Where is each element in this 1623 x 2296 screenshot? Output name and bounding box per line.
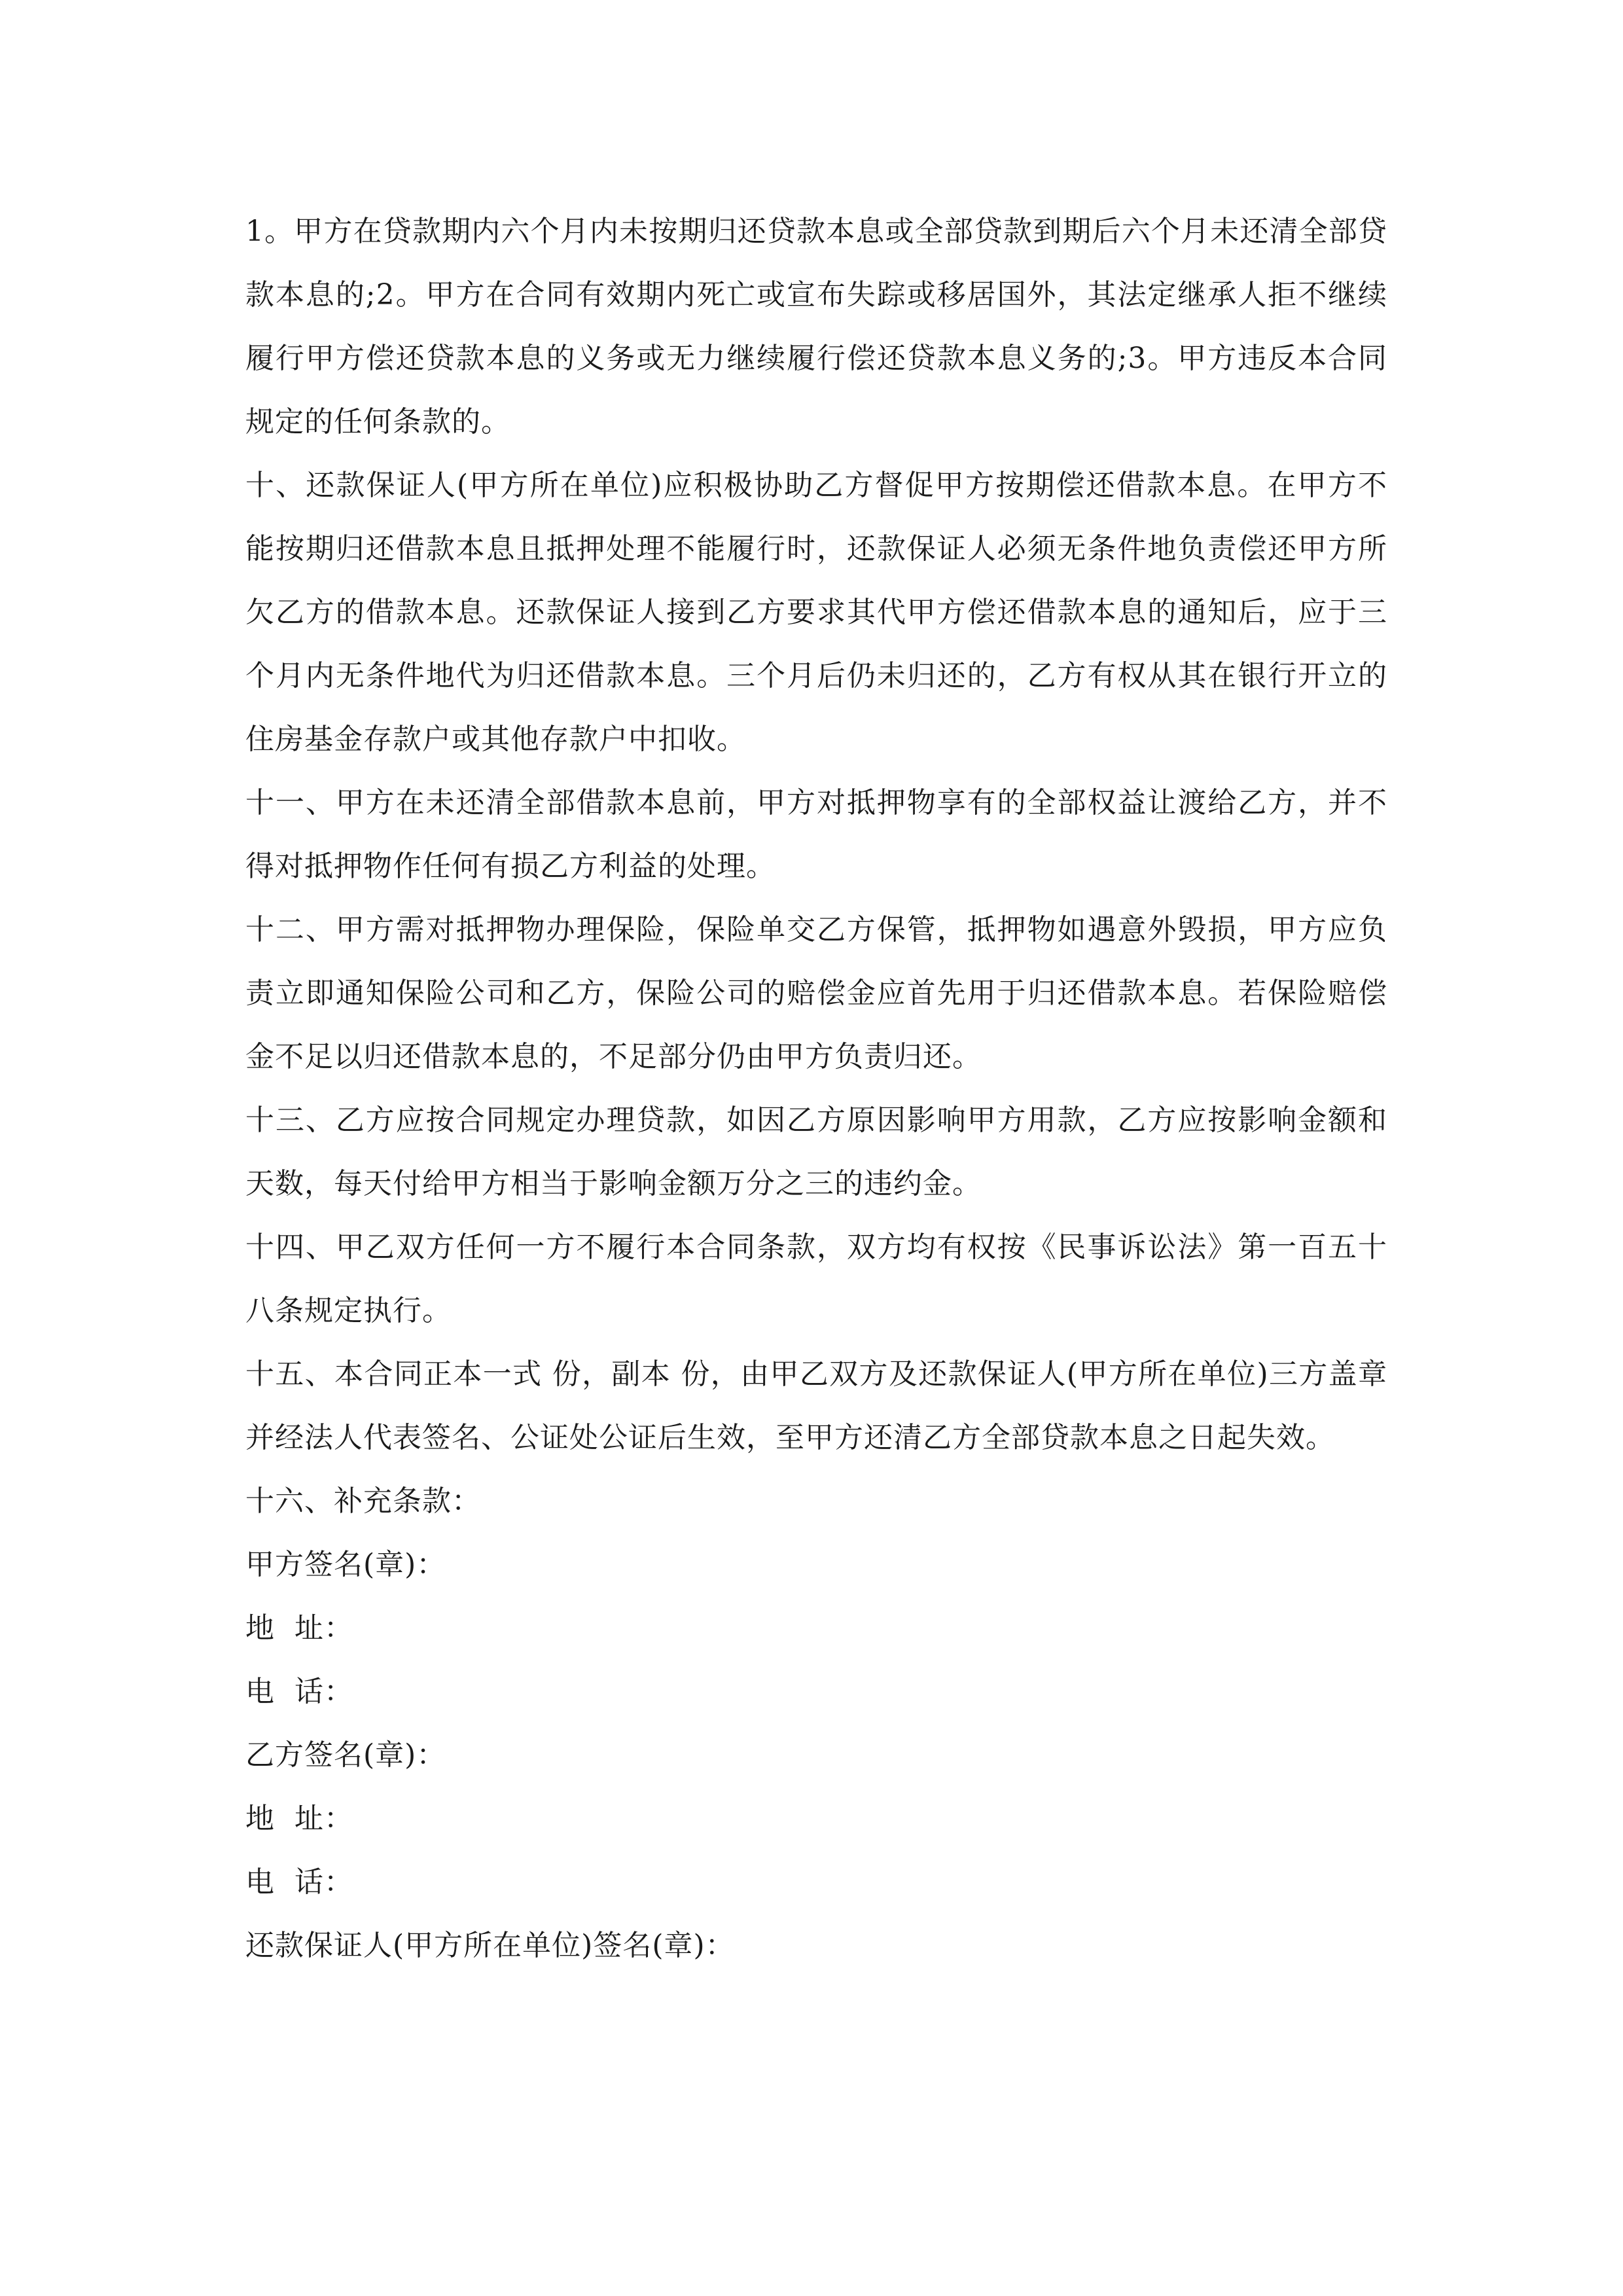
- party-b-phone-label: 电 话：: [245, 1865, 353, 1899]
- guarantor-signature-label: 还款保证人(甲方所在单位)签名(章)：: [245, 1929, 735, 1962]
- clause-13-lender-default: 十三、乙方应按合同规定办理贷款，如因乙方原因影响甲方用款，乙方应按影响金额和天数，每天付给甲方相当于影响金额万分之三的违约金。: [245, 1103, 1387, 1200]
- clause-16-supplementary: 十六、补充条款：: [245, 1484, 481, 1518]
- document-body: [245, 200, 1387, 1977]
- party-a-phone-label: 电 话：: [245, 1675, 353, 1708]
- clause-10-guarantor: 十、还款保证人(甲方所在单位)应积极协助乙方督促甲方按期偿还借款本息。在甲方不能按期归还借款本息且抵押处理不能履行时，还款保证人必须无条件地负责偿还甲方所欠乙方的借款本息。还款保证人接到乙方要求其代甲方偿还借款本息的通知后，应于三个月内无条件地代为归还借款本息。三个月后仍未归还的，乙方有权从其在银行开立的住房基金存款户或其他存款户中扣收。: [245, 469, 1387, 756]
- party-a-address-label: 地 址：: [245, 1611, 353, 1645]
- clause-default-conditions: 1。甲方在贷款期内六个月内未按期归还贷款本息或全部贷款到期后六个月未还清全部贷款本息的;2。甲方在合同有效期内死亡或宣布失踪或移居国外，其法定继承人拒不继续履行甲方偿还贷款本息的义务或无力继续履行偿还贷款本息义务的;3。甲方违反本合同规定的任何条款的。: [245, 215, 1387, 439]
- clause-11-rights-transfer: 十一、甲方在未还清全部借款本息前，甲方对抵押物享有的全部权益让渡给乙方，并不得对抵押物作任何有损乙方利益的处理。: [245, 786, 1387, 883]
- clause-14-enforcement: 十四、甲乙双方任何一方不履行本合同条款，双方均有权按《民事诉讼法》第一百五十八条规定执行。: [245, 1230, 1387, 1327]
- party-b-signature-label: 乙方签名(章)：: [245, 1738, 446, 1772]
- party-a-signature-label: 甲方签名(章)：: [245, 1548, 446, 1581]
- clause-12-insurance: 十二、甲方需对抵押物办理保险，保险单交乙方保管，抵押物如遇意外毁损，甲方应负责立即通知保险公司和乙方，保险公司的赔偿金应首先用于归还借款本息。若保险赔偿金不足以归还借款本息的，不足部分仍由甲方负责归还。: [245, 913, 1387, 1073]
- clause-15-validity: 十五、本合同正本一式 份，副本 份，由甲乙双方及还款保证人(甲方所在单位)三方盖章并经法人代表签名、公证处公证后生效，至甲方还清乙方全部贷款本息之日起失效。: [245, 1357, 1387, 1454]
- party-b-address-label: 地 址：: [245, 1802, 353, 1835]
